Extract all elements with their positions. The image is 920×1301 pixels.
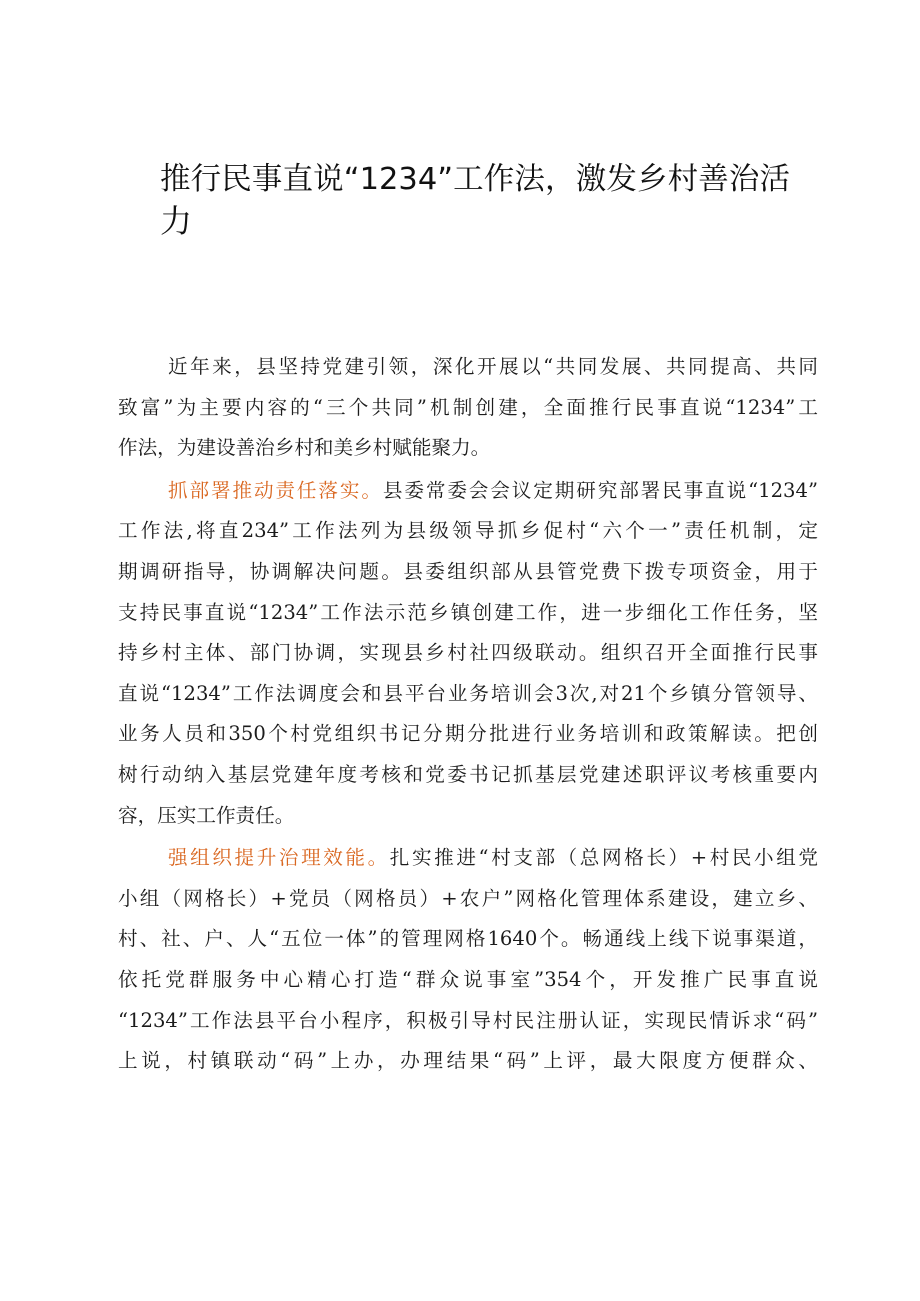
paragraph-line: “1234”工作法县平台小程序，积极引导村民注册认证，实现民情诉求“码” (118, 1008, 818, 1032)
paragraph-line: 支持民事直说“1234”工作法示范乡镇创建工作，进一步细化工作任务，坚 (118, 600, 818, 624)
paragraph-line: 直说“1234”工作法调度会和县平台业务培训会3次,对21个乡镇分管领导、 (118, 681, 818, 705)
paragraph-intro (118, 347, 818, 469)
paragraph-lead-heading: 强组织提升治理效能。 (168, 846, 390, 870)
document-title (160, 160, 790, 241)
paragraph-line: 村、社、户、人“五位一体”的管理网格1640个。畅通线上线下说事渠道， (118, 927, 818, 951)
paragraph-line: 持乡村主体、部门协调，实现县乡村社四级联动。组织召开全面推行民事 (118, 641, 818, 665)
paragraph-line: 致富”为主要内容的“三个共同”机制创建，全面推行民事直说“1234”工 (118, 395, 818, 419)
title-line-2: 力 (160, 201, 193, 240)
paragraph-organization (118, 838, 818, 1082)
paragraph-first-line (118, 471, 818, 512)
paragraph-deployment (118, 471, 818, 836)
paragraph-line: 业务人员和350个村党组织书记分期分批进行业务培训和政策解读。把创 (118, 722, 818, 746)
paragraph-first-line-text: 县委常委会会议定期研究部署民事直说“1234” (382, 478, 819, 502)
paragraph-line: 期调研指导，协调解决问题。县委组织部从县管党费下拨专项资金，用于 (118, 559, 818, 583)
title-line-1: 推行民事直说“1234”工作法，激发乡村善治活 (160, 162, 790, 197)
document-body (118, 347, 818, 1082)
paragraph-line: 上说，村镇联动“码”上办，办理结果“码”上评，最大限度方便群众、 (118, 1049, 818, 1073)
paragraph-first-line (118, 838, 818, 879)
paragraph-line: 依托党群服务中心精心打造“群众说事室”354个，开发推广民事直说 (118, 967, 818, 991)
paragraph-line: 树行动纳入基层党建年度考核和党委书记抓基层党建述职评议考核重要内 (118, 762, 818, 786)
paragraph-line: 近年来，县坚持党建引领，深化开展以“共同发展、共同提高、共同 (168, 355, 818, 378)
paragraph-lead-heading: 抓部署推动责任落实。 (168, 478, 383, 502)
paragraph-line: 小组（网格长）+党员（网格员）+农户”网格化管理体系建设，建立乡、 (118, 886, 818, 910)
paragraph-first-line-text: 扎实推进“村支部（总网格长）+村民小组党 (389, 846, 818, 870)
paragraph-line: 工作法,将直234”工作法列为县级领导抓乡促村“六个一”责任机制，定 (118, 519, 818, 543)
paragraph-line: 作法，为建设善治乡村和美乡村赋能聚力。 (118, 436, 491, 460)
paragraph-line: 容，压实工作责任。 (118, 803, 295, 827)
